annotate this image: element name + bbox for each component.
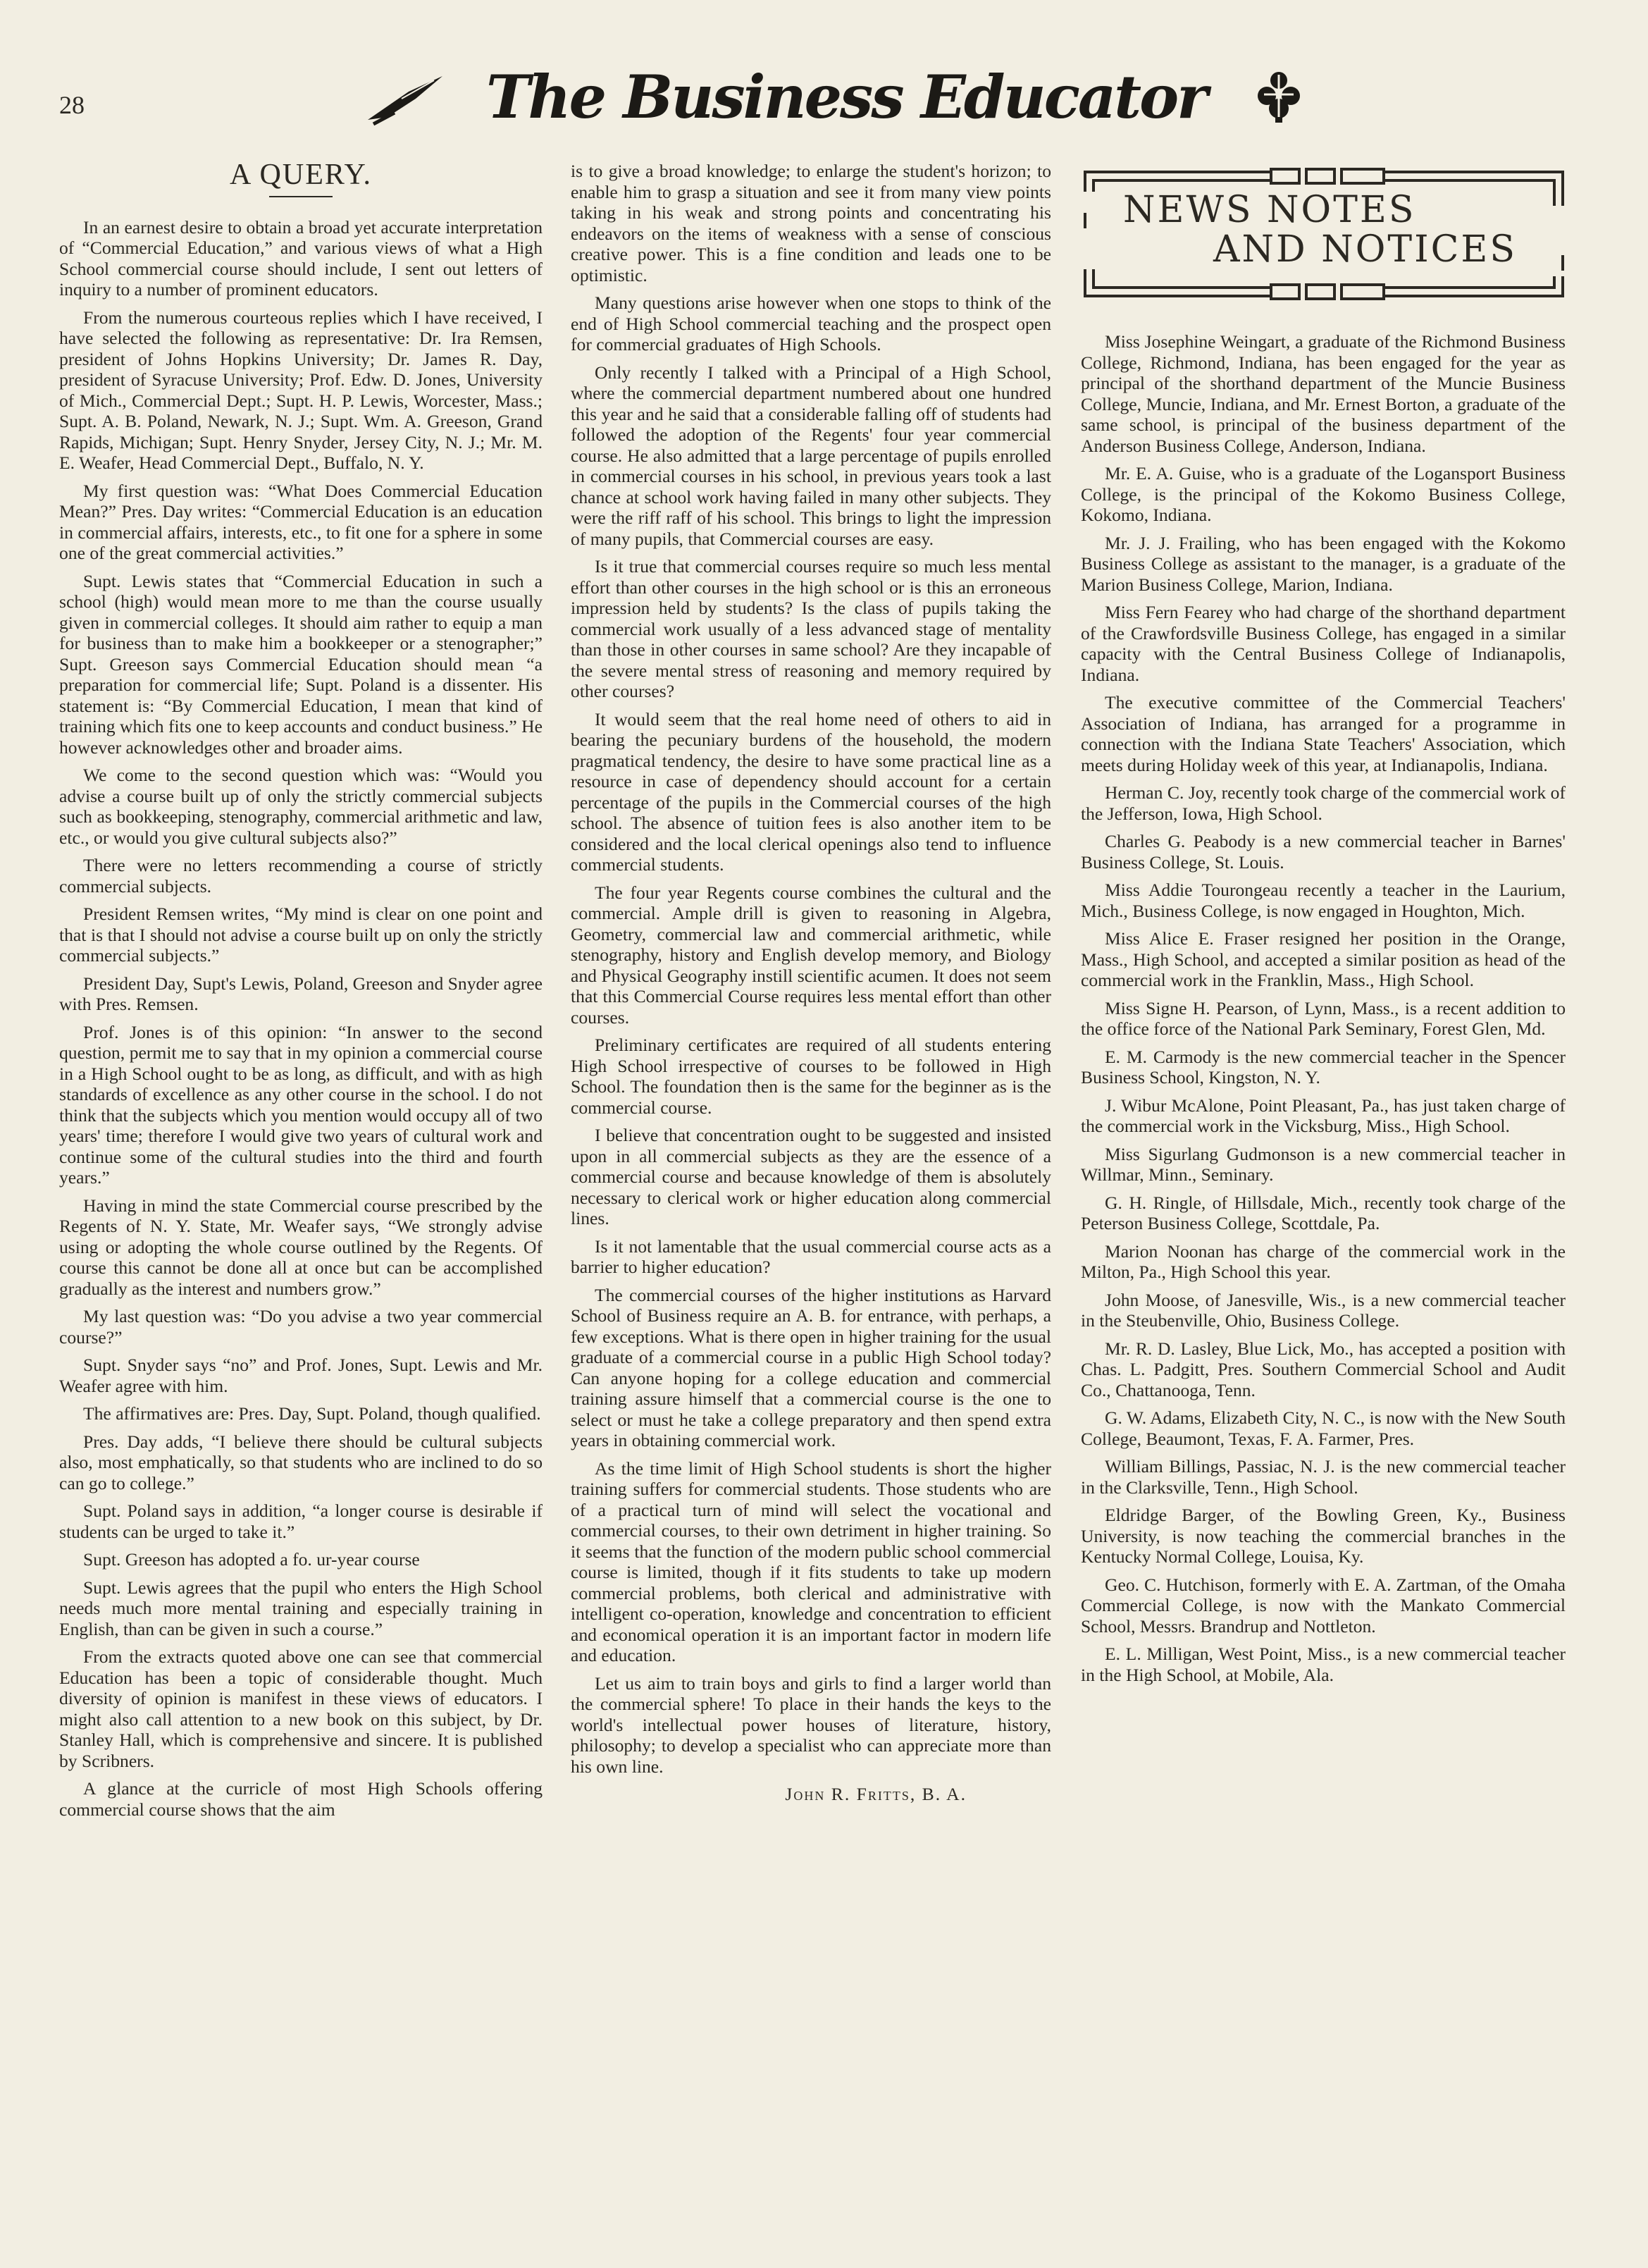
article-paragraph: The four year Regents course combines the cultural and the commercial. Ample drill is given to reasoning in Algebra, Geometry, commercial law and commercial arithmetic, while stenography, history and English develop memory, and Biology and Physical Geography instill scientific acumen. It does not seem that this Commercial Course requires less mental effort than other courses. [571,882,1051,1028]
masthead-title: The Business Educator [486,62,1206,132]
article-paragraph: Many questions arise however when one stops to think of the end of High School commercial teaching and the prospect open for commercial graduates of High Schools. [571,292,1051,355]
query-article-column [59,161,543,1827]
news-item: Mr. E. A. Guise, who is a graduate of the Logansport Business College, is the principal of the Kokomo Business College, Kokomo, Indiana. [1081,463,1566,525]
article-paragraph: Supt. Snyder says “no” and Prof. Jones, Supt. Lewis and Mr. Weafer agree with him. [59,1355,543,1396]
news-item: E. L. Milligan, West Point, Miss., is a new commercial teacher in the High School, at Mobile, Ala. [1081,1644,1566,1685]
article-paragraph: Supt. Greeson has adopted a fo. ur-year course [83,1549,420,1570]
article-paragraph: Supt. Lewis agrees that the pupil who enters the High School needs much more mental training and especially training in English, than can be given in such a course.” [59,1577,543,1639]
article-headline: A QUERY. [230,159,372,191]
news-item: Mr. R. D. Lasley, Blue Lick, Mo., has accepted a position with Chas. L. Padgitt, Pres. Southern Commercial School and Audit Co., Chattanooga, Tenn. [1081,1338,1566,1400]
news-item: Miss Fern Fearey who had charge of the shorthand department of the Crawfordsville Business College, has engaged in a similar capacity with the Central Business College of Indianapolis, Indiana. [1081,602,1566,685]
article-paragraph: Preliminary certificates are required of all students entering High School irrespective of courses to be followed in High School. The foundation then is the same for the beginner as is the commercial course. [571,1035,1051,1118]
news-item: Charles G. Peabody is a new commercial teacher in Barnes' Business College, St. Louis. [1081,831,1566,873]
query-article-continued-column [571,161,1051,1805]
article-paragraph: Prof. Jones is of this opinion: “In answer to the second question, permit me to say that in my opinion a commercial course in a High School ought to be as long, as difficult, and with as high standards of excellence as any other course in the school. I do not think that the subjects which you mention would occupy all of two years' time; therefore I would give two years of cultural work and continue some of the cultural studies into the third and fourth years.” [59,1021,543,1188]
article-paragraph: A glance at the curricle of most High Schools offering commercial course shows that the aim [59,1778,543,1820]
article-paragraph: We come to the second question which was: “Would you advise a course built up of only the strictly commercial subjects such as bookkeeping, stenography, commercial arithmetic and law, etc., or would you give cultural subjects also?” [59,765,543,848]
news-item: J. Wibur McAlone, Point Pleasant, Pa., has just taken charge of the commercial work in the Vicksburg, Miss., High School. [1081,1095,1566,1136]
article-paragraph: My first question was: “What Does Commercial Education Mean?” Pres. Day writes: “Commercial Education is an education in commercial affairs, interests, etc., to fit one for a sphere in some one of the great commercial activities.” [59,480,543,563]
article-paragraph: Supt. Lewis states that “Commercial Education in such a school (high) would mean more to me than the course usually given in commercial colleges. It should aim rather to equip a man for business than to make him a bookkeeper or a stenographer;” Supt. Greeson says Commercial Education should mean “a preparation for commercial life; Supt. Poland is a dissenter. His statement is: “By Commercial Education, I mean that kind of training which fits one to keep accounts and conduct business.” He however acknowledges other and broader aims. [59,570,543,758]
quill-pen-icon [366,70,444,127]
article-paragraph: As the time limit of High School students is short the higher training suffers for commercial students. Those students who are of a practical turn of mind will select the vocational and commercial courses, to their own detriment in higher training. So it seems that the function of the modern public school commercial course is limited, though if it fits students to take up modern commercial problems, both clerical and administrative with intelligent co-operation, knowledge and concentration to efficient and economical operation it is an important factor in modern life and education. [571,1457,1051,1665]
news-notes-column [1081,331,1566,1692]
news-item: G. H. Ringle, of Hillsdale, Mich., recently took charge of the Peterson Business College, Scottdale, Pa. [1081,1192,1566,1233]
article-paragraph: From the extracts quoted above one can see that commercial Education has been a topic of considerable thought. Much diversity of opinion is manifest in these views of educators. I might also call attention to a new book on this subject, by Dr. Stanley Hall, which is comprehensive and sincere. It is published by Scribners. [59,1646,543,1771]
article-paragraph: Let us aim to train boys and girls to find a larger world than the commercial sphere! To place in their hands the keys to the world's intellectual power houses of literature, history, philosophy; to develop a specialist who can appreciate more than his own line. [571,1672,1051,1777]
news-item: G. W. Adams, Elizabeth City, N. C., is now with the New South College, Beaumont, Texas, F. A. Farmer, Pres. [1081,1407,1566,1449]
news-item: Geo. C. Hutchison, formerly with E. A. Zartman, of the Omaha Commercial College, is now with the Mankato Commercial School, Messrs. Brandrup and Nottleton. [1081,1574,1566,1637]
news-item: The executive committee of the Commercial Teachers' Association of Indiana, has arranged for a programme in connection with the Indiana State Teachers' Association, which meets during Holiday week of this year, at Indianapolis, Indiana. [1081,692,1566,775]
news-heading-line-1: NEWS NOTES [1123,189,1416,231]
article-paragraph: President Remsen writes, “My mind is clear on one point and that is that I should not advise a course built up on only the strictly commercial subjects.” [59,904,543,966]
news-item: Miss Sigurlang Gudmonson is a new commercial teacher in Willmar, Minn., Seminary. [1081,1143,1566,1185]
article-paragraph: Pres. Day adds, “I believe there should be cultural subjects also, most emphatically, so that students who are inclined to do so can go to college.” [59,1431,543,1493]
news-item: William Billings, Passiac, N. J. is the new commercial teacher in the Clarksville, Tenn., High School. [1081,1456,1566,1498]
article-paragraph: My last question was: “Do you advise a two year commercial course?” [59,1306,543,1348]
news-item: John Moose, of Janesville, Wis., is a new commercial teacher in the Steubenville, Ohio, Business College. [1081,1289,1566,1331]
news-item: Miss Alice E. Fraser resigned her position in the Orange, Mass., High School, and accepted a similar position as head of the commercial work in the Franklin, Mass., High School. [1081,928,1566,990]
article-paragraph: Supt. Poland says in addition, “a longer course is desirable if students can be urged to take it.” [59,1500,543,1542]
news-item: E. M. Carmody is the new commercial teacher in the Spencer Business School, Kingston, N. Y. [1081,1046,1566,1087]
article-paragraph: The affirmatives are: Pres. Day, Supt. Poland, though qualified. [83,1403,541,1424]
page-number: 28 [59,91,85,119]
article-paragraph: Only recently I talked with a Principal of a High School, where the commercial department numbered about one hundred this year and he said that a considerable falling off of students had followed the adoption of the Regents' four year commercial course. He also admitted that a large percentage of pupils enrolled in commercial courses in his school, in previous years took a last chance at school work having failed in many other subjects. They were the riff raff of his school. This brings to light the impression of many pupils, that Commercial courses are easy. [571,362,1051,549]
article-paragraph: In an earnest desire to obtain a broad yet accurate interpretation of “Commercial Education,” and various views of what a High School commercial course should include, I sent out letters of inquiry to a number of prominent educators. [59,216,543,300]
article-paragraph: The commercial courses of the higher institutions as Harvard School of Business require an A. B. for entrance, with perhaps, a few exceptions. What is there open in higher training for the usual graduate of a commercial course in a public High School today? Can anyone hoping for a college education and commercial training assure himself that a commercial course is the one to select or must he take a college preparatory and then spend extra years in obtaining commercial work. [571,1284,1051,1450]
news-item: Herman C. Joy, recently took charge of the commercial work of the Jefferson, Iowa, High School. [1081,782,1566,824]
news-item: Miss Addie Tourongeau recently a teacher in the Laurium, Mich., Business College, is now engaged in Houghton, Mich. [1081,880,1566,921]
news-item: Miss Josephine Weingart, a graduate of the Richmond Business College, Richmond, Indiana, has been engaged for the year as principal of the shorthand department of the Muncie Business College, Muncie, Indiana, and Mr. Ernest Borton, a graduate of the same school, is principal of the business department of the Anderson Business College, Anderson, Indiana. [1081,331,1566,456]
news-item: Eldridge Barger, of the Bowling Green, Ky., Business University, is now teaching the commercial branches in the Kentucky Normal College, Louisa, Ky. [1081,1505,1566,1567]
news-notes-heading-box [1081,164,1567,304]
article-paragraph: President Day, Supt's Lewis, Poland, Greeson and Snyder agree with Pres. Remsen. [59,973,543,1014]
headline-divider [269,196,333,197]
article-paragraph: It would seem that the real home need of others to aid in bearing the pecuniary burdens of the household, the modern pragmatical tendency, the desire to have some practical line as a resource in case of dependency should account for a certain percentage of the pupils in the Commercial courses of the high school. The absence of tuition fees is also another item to be considered and the local clerical openings also tend to influence commercial students. [571,708,1051,875]
news-item: Mr. J. J. Frailing, who has been engaged with the Kokomo Business College as assistant to the manager, is a graduate of the Marion Business College, Marion, Indiana. [1081,532,1566,595]
article-paragraph: is to give a broad knowledge; to enlarge the student's horizon; to enable him to grasp a situation and see it from many view points taking in his weak and strong points and concentrating his endeavors on the items of weakness with a sense of conscious creative power. This is a fine condition and leads one to be optimistic. [571,161,1051,285]
news-item: Marion Noonan has charge of the commercial work in the Milton, Pa., High School this year. [1081,1240,1566,1282]
article-paragraph: From the numerous courteous replies which I have received, I have selected the following as representative: Dr. Ira Remsen, president of Johns Hopkins University; Dr. James R. Day, president of Syracuse University; Prof. Edw. D. Jones, University of Mich., Commercial Dept.; Supt. H. P. Lewis, Worcester, Mass.; Supt. A. B. Poland, Newark, N. J.; Supt. Wm. A. Greeson, Grand Rapids, Michigan; Supt. Henry Snyder, Jersey City, N. J.; Mr. M. E. Weafer, Head Commercial Dept., Buffalo, N. Y. [59,307,543,473]
author-signature: John R. Fritts, B. A. [785,1784,967,1804]
article-paragraph: Having in mind the state Commercial course prescribed by the Regents of N. Y. State, Mr. Weafer says, “We strongly advise using or adopting the whole course outlined by the Regents. Of course this cannot be done all at once but can be accomplished gradually as the interest and numbers grow.” [59,1195,543,1299]
news-item: Miss Signe H. Pearson, of Lynn, Mass., is a recent addition to the office force of the National Park Seminary, Forest Glen, Md. [1081,997,1566,1039]
news-heading-line-2: AND NOTICES [1213,228,1517,271]
ornament-icon [1256,68,1302,124]
article-paragraph: I believe that concentration ought to be suggested and insisted upon in all commercial subjects as they are the essence of a commercial course and because knowledge of them is absolutely necessary to clerical work or higher education along commercial lines. [571,1125,1051,1228]
article-paragraph: Is it true that commercial courses require so much less mental effort than other courses in the high school or is this an erroneous impression held by students? Is the class of pupils taking the commercial work usually of a less advanced stage of mentality than those in other courses in same school? Are they incapable of the severe mental stress of reasoning and memory required by other courses? [571,556,1051,701]
article-paragraph: There were no letters recommending a course of strictly commercial subjects. [59,855,543,896]
article-paragraph: Is it not lamentable that the usual commercial course acts as a barrier to higher education? [571,1235,1051,1277]
